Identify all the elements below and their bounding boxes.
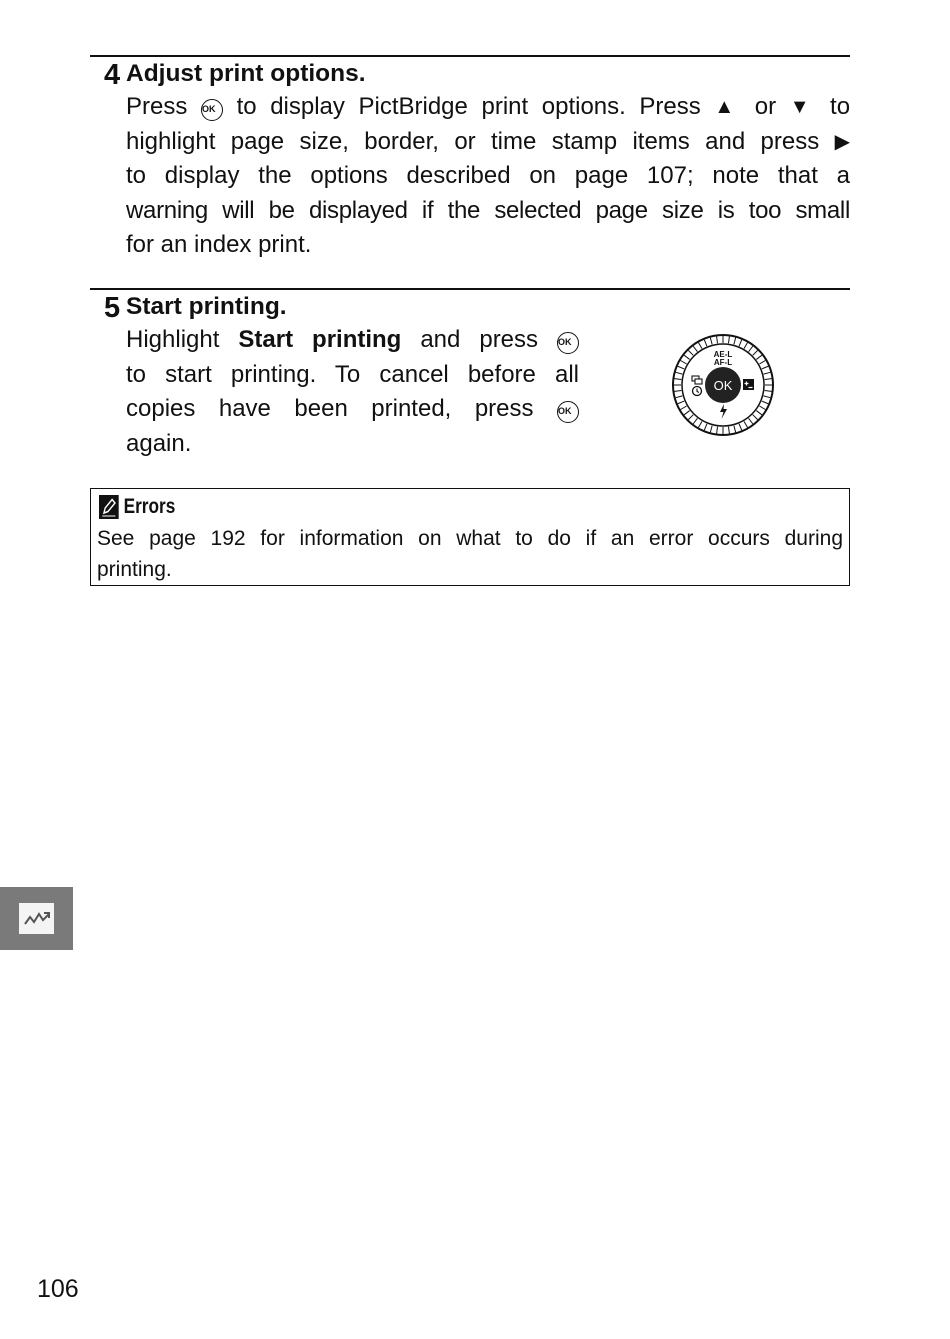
step4-line-3: to display the options described on page 107; note that a [126, 162, 850, 189]
multi-selector-dial-icon [671, 333, 775, 437]
step5-line-2: to start printing. To cancel before all [126, 360, 579, 388]
page-number: 106 [37, 1275, 79, 1303]
step5-text: copies have been printed, press [126, 395, 534, 422]
step5-text: Highlight [126, 326, 220, 353]
up-arrow-icon: ▲ [714, 96, 742, 118]
errors-note-text [97, 523, 843, 585]
chapter-tab[interactable] [0, 887, 73, 950]
errors-note-line-1: See page 192 for information on what to do if an error occurs during [97, 527, 843, 550]
right-arrow-icon: ▶ [834, 130, 850, 153]
step5-line-3 [126, 392, 579, 427]
ok-button-icon [201, 99, 223, 121]
pencil-icon [99, 495, 119, 519]
step4-text: to display PictBridge print options. Press [236, 93, 701, 120]
step4-line-2 [126, 125, 850, 160]
step4-text: to [830, 93, 851, 120]
start-printing-menu-item: Start printing [238, 326, 402, 353]
dial-af-label: AF-L [713, 358, 733, 367]
step4-line-4: warning will be displayed if the selected page size is too small [126, 196, 850, 224]
errors-note-header [99, 493, 175, 521]
step4-body [126, 90, 850, 263]
step4-line-5: for an index print. [126, 231, 312, 258]
step5-line-4: again. [126, 429, 192, 457]
step5-body [126, 323, 579, 461]
errors-note-line-2: printing. [97, 558, 172, 581]
errors-note [90, 488, 850, 586]
step5-text: and press [420, 326, 539, 353]
step5-line-1 [126, 323, 579, 358]
dial-ae-label: AE-L [713, 350, 733, 359]
step4-text: Press [126, 93, 188, 120]
ok-button-icon [557, 401, 579, 423]
step5-number: 5 [104, 292, 120, 324]
step4-title: Adjust print options. [126, 60, 366, 87]
exposure-compensation-icon [743, 379, 754, 390]
step5-title: Start printing. [126, 293, 287, 320]
connection-icon [19, 903, 54, 934]
step4-number: 4 [104, 59, 120, 91]
down-arrow-icon: ▼ [789, 96, 817, 118]
dial-ok-label: OK [713, 378, 733, 393]
step4-line-1 [126, 90, 850, 125]
ok-button-icon [557, 332, 579, 354]
step4-text: or [754, 93, 777, 120]
errors-note-title: Errors [123, 495, 176, 518]
step4-text: highlight page size, border, or time stamp items and press [126, 127, 820, 155]
